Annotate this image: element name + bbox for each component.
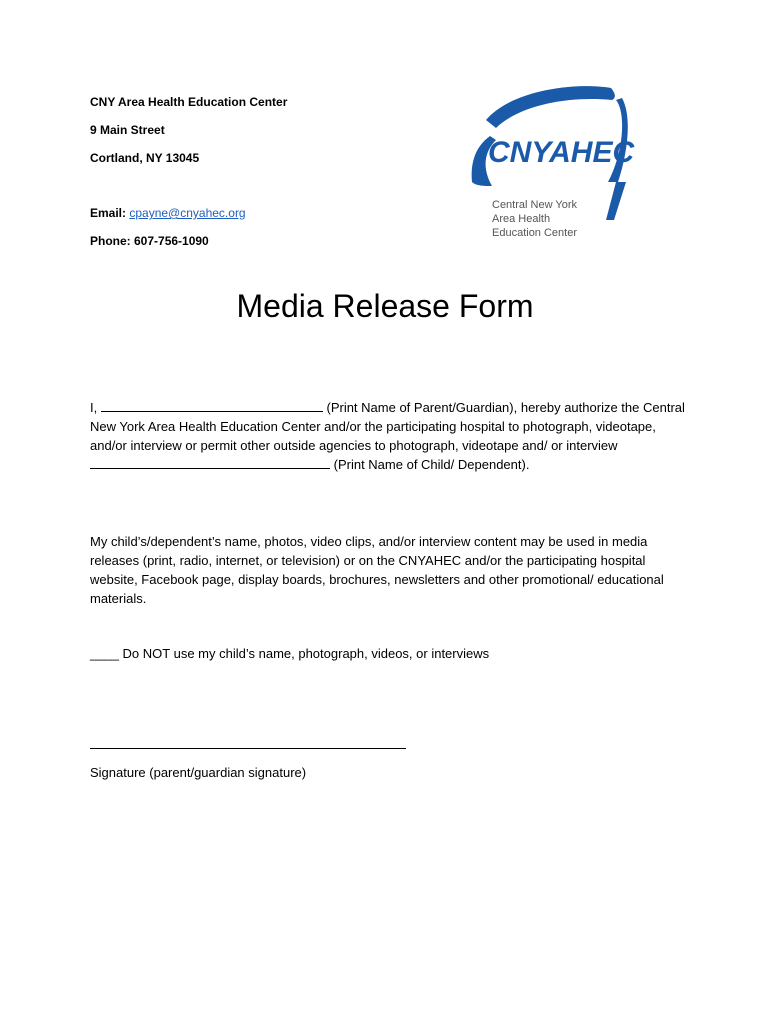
org-street: 9 Main Street [90,123,165,137]
org-email-row [90,206,246,220]
logo-tagline-1: Central New York [492,199,577,211]
email-link[interactable]: cpayne@cnyahec.org [129,206,246,220]
logo-swoosh-tail [606,182,626,220]
opt-out-text: Do NOT use my child’s name, photograph, videos, or interviews [122,646,490,661]
email-label: Email: [90,206,127,220]
org-city: Cortland, NY 13045 [90,151,200,165]
org-phone: Phone: 607-756-1090 [90,234,209,248]
parent-name-field[interactable] [101,399,323,412]
authorization-prefix: I, [90,400,98,415]
logo-tagline-3: Education Center [492,227,577,239]
authorization-text-2: (Print Name of Child/ Dependent). [333,457,530,472]
cnyahec-logo [466,82,666,242]
org-name: CNY Area Health Education Center [90,95,288,109]
usage-paragraph: My child’s/dependent’s name, photos, video clips, and/or interview content may be used in media releases (print, radio, internet, or television) or on the CNYAHEC and/or the participating hospital website, Facebook page, display boards, brochures, newsletters and other promotional/ educational materials. [90,534,664,606]
opt-out-row [90,646,489,661]
signature-line[interactable] [90,748,406,749]
logo-swoosh-top [486,86,615,128]
logo-graphic [466,82,666,242]
opt-out-blank[interactable]: ____ [90,646,119,661]
logo-tagline-2: Area Health [492,213,551,225]
logo-wordmark: CNYAHEC [488,136,635,169]
signature-label: Signature (parent/guardian signature) [90,765,307,780]
page-title: Media Release Form [236,288,534,324]
authorization-paragraph [90,398,690,474]
child-name-field[interactable] [90,456,330,469]
authorization-text-1: (Print Name of Parent/Guardian), hereby authorize the Central New York Area Health Education Center and/or the participating hospital to photograph, videotape, and/or interview or permit other outside agencies to photograph, videotape and/ or interview [90,400,685,453]
